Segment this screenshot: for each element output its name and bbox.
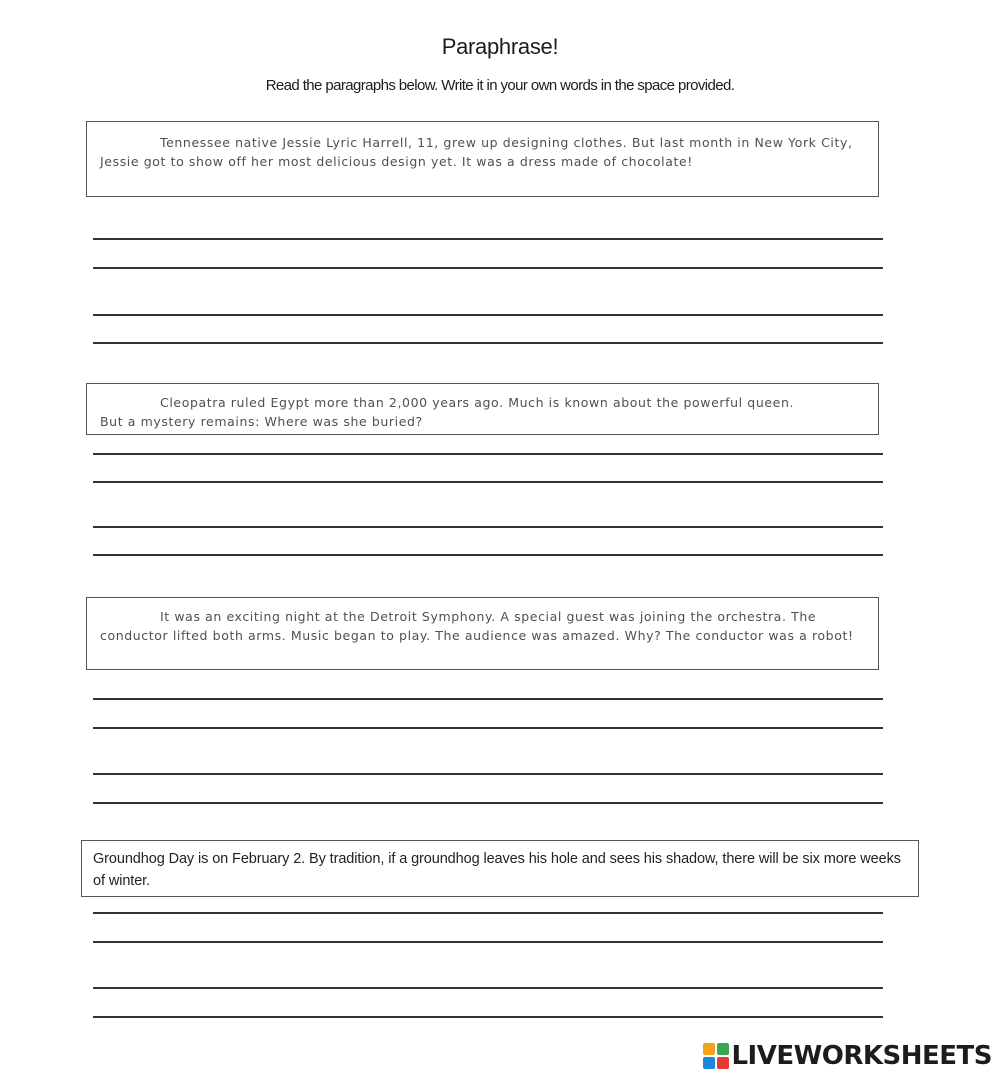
liveworksheets-logo-icon	[703, 1043, 729, 1069]
answer-line-2-1[interactable]	[93, 453, 883, 455]
passage-box-2	[86, 383, 879, 435]
answer-line-4-2[interactable]	[93, 941, 883, 943]
passage-text-4: Groundhog Day is on February 2. By tradition, if a groundhog leaves his hole and sees his shadow, there will be six more weeks of winter.	[93, 851, 901, 889]
passage-text-3: It was an exciting night at the Detroit Symphony. A special guest was joining the orchestra. The conductor lifted both arms. Music began to play. The audience was amazed. Why? The conductor was a robot!	[100, 609, 854, 643]
answer-line-3-1[interactable]	[93, 698, 883, 700]
passage-box-1	[86, 121, 879, 197]
passage-text-2: Cleopatra ruled Egypt more than 2,000 years ago. Much is known about the powerful queen. But a mystery remains: Where was she buried?	[100, 395, 795, 429]
answer-line-1-1[interactable]	[93, 238, 883, 240]
answer-line-3-4[interactable]	[93, 802, 883, 804]
answer-line-3-2[interactable]	[93, 727, 883, 729]
passage-box-3	[86, 597, 879, 670]
answer-line-4-4[interactable]	[93, 1016, 883, 1018]
answer-line-2-3[interactable]	[93, 526, 883, 528]
passage-box-4	[81, 840, 919, 897]
worksheet-title: Paraphrase!	[441, 34, 559, 59]
liveworksheets-wordmark: LIVEWORKSHEETS	[731, 1041, 992, 1071]
answer-line-1-4[interactable]	[93, 342, 883, 344]
answer-line-2-4[interactable]	[93, 554, 883, 556]
answer-line-2-2[interactable]	[93, 481, 883, 483]
answer-line-4-1[interactable]	[93, 912, 883, 914]
answer-line-1-2[interactable]	[93, 267, 883, 269]
answer-line-3-3[interactable]	[93, 773, 883, 775]
passage-text-1: Tennessee native Jessie Lyric Harrell, 11, grew up designing clothes. But last month in New York City, Jessie got to show off her most delicious design yet. It was a dress made of chocolate!	[100, 135, 853, 169]
worksheet-instructions: Read the paragraphs below. Write it in your own words in the space provided.	[265, 77, 735, 94]
answer-line-4-3[interactable]	[93, 987, 883, 989]
liveworksheets-brand	[703, 1040, 992, 1072]
answer-line-1-3[interactable]	[93, 314, 883, 316]
